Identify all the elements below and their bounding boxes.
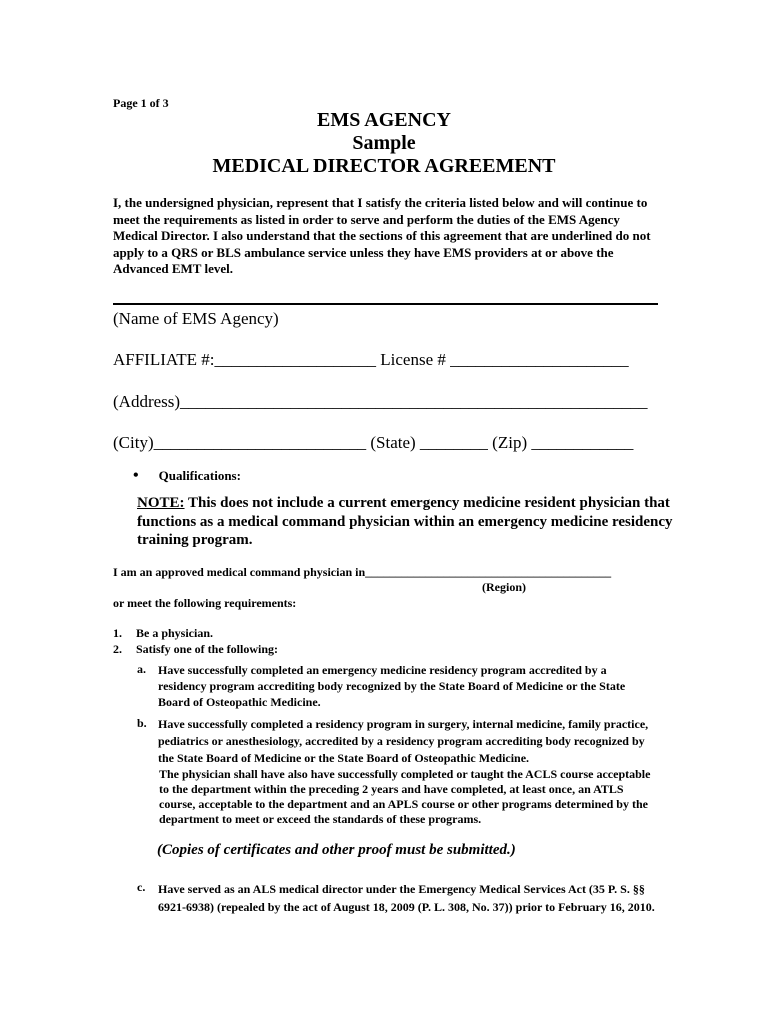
item-2-number: 2. [113, 642, 122, 656]
item-c-text: Have served as an ALS medical director under the Emergency Medical Services Act (35 P. S. §§ 6921-6938) (repealed by the act of August 18, 2009 (P. L. 308, No. 37)) prior to February 16, 2010. [158, 882, 655, 914]
qualifications-heading: Qualifications: [158, 468, 241, 483]
item-2-text: Satisfy one of the following: [136, 642, 278, 656]
item-b-extra: The physician shall have also have successfully completed or taught the ACLS course acceptable to the department within the preceding 2 years and have completed, at least once, an ATLS course, acceptable to the department and an APLS course or other programs determined by the department to meet or exceed the standards of these programs. [159, 767, 651, 826]
item-b-text: Have successfully completed a residency program in surgery, internal medicine, family practice, pediatrics or anesthesiology, accredited by a residency program accrediting body recognized by the State Board of Medicine or the State Board of Osteopathic Medicine. [158, 717, 649, 765]
item-a-text: Have successfully completed an emergency medicine residency program accredited by a residency program accrediting body recognized by the State Board of Medicine or the State Board of Osteopathic Medicine. [158, 663, 626, 709]
agency-name-label: (Name of EMS Agency) [113, 309, 279, 328]
item-1-text: Be a physician. [136, 626, 214, 640]
agency-name-line [113, 303, 658, 305]
intro-paragraph: I, the undersigned physician, represent that I satisfy the criteria listed below and will continue to meet the requirements as listed in order to serve and perform the duties of the EMS Agency Medical Director. I also understand that the sections of this agreement that are underlined do not apply to a QRS or BLS ambulance service unless they have EMS providers at or above the Advanced EMT level. [113, 195, 651, 276]
note-block [137, 494, 677, 550]
region-label: (Region) [482, 580, 526, 594]
address-line: (Address)_______________________________________________________ [113, 392, 648, 411]
item-b-label: b. [137, 716, 147, 730]
affiliate-license-line: AFFILIATE #:___________________ License # _____________________ [113, 350, 629, 369]
certificates-note: (Copies of certificates and other proof must be submitted.) [157, 842, 516, 858]
document-title: MEDICAL DIRECTOR AGREEMENT [212, 155, 556, 177]
note-text: This does not include a current emergency medicine resident physician that functions as a medical command physician within an emergency medicine residency training program. [137, 495, 673, 548]
page-number: Page 1 of 3 [113, 96, 169, 110]
approved-physician-line: I am an approved medical command physician in_________________________________________ [113, 565, 612, 579]
note-label: NOTE: [137, 495, 185, 511]
or-meet-line: or meet the following requirements: [113, 596, 297, 610]
item-c-label: c. [137, 880, 146, 894]
city-state-zip-line: (City)_________________________ (State) ________ (Zip) ____________ [113, 433, 634, 452]
bullet-icon: • [133, 467, 139, 484]
item-a-label: a. [137, 662, 146, 676]
item-1-number: 1. [113, 626, 122, 640]
agency-title: EMS AGENCY [317, 109, 451, 131]
sample-title: Sample [352, 132, 416, 154]
qualifications-bullet [133, 467, 241, 485]
